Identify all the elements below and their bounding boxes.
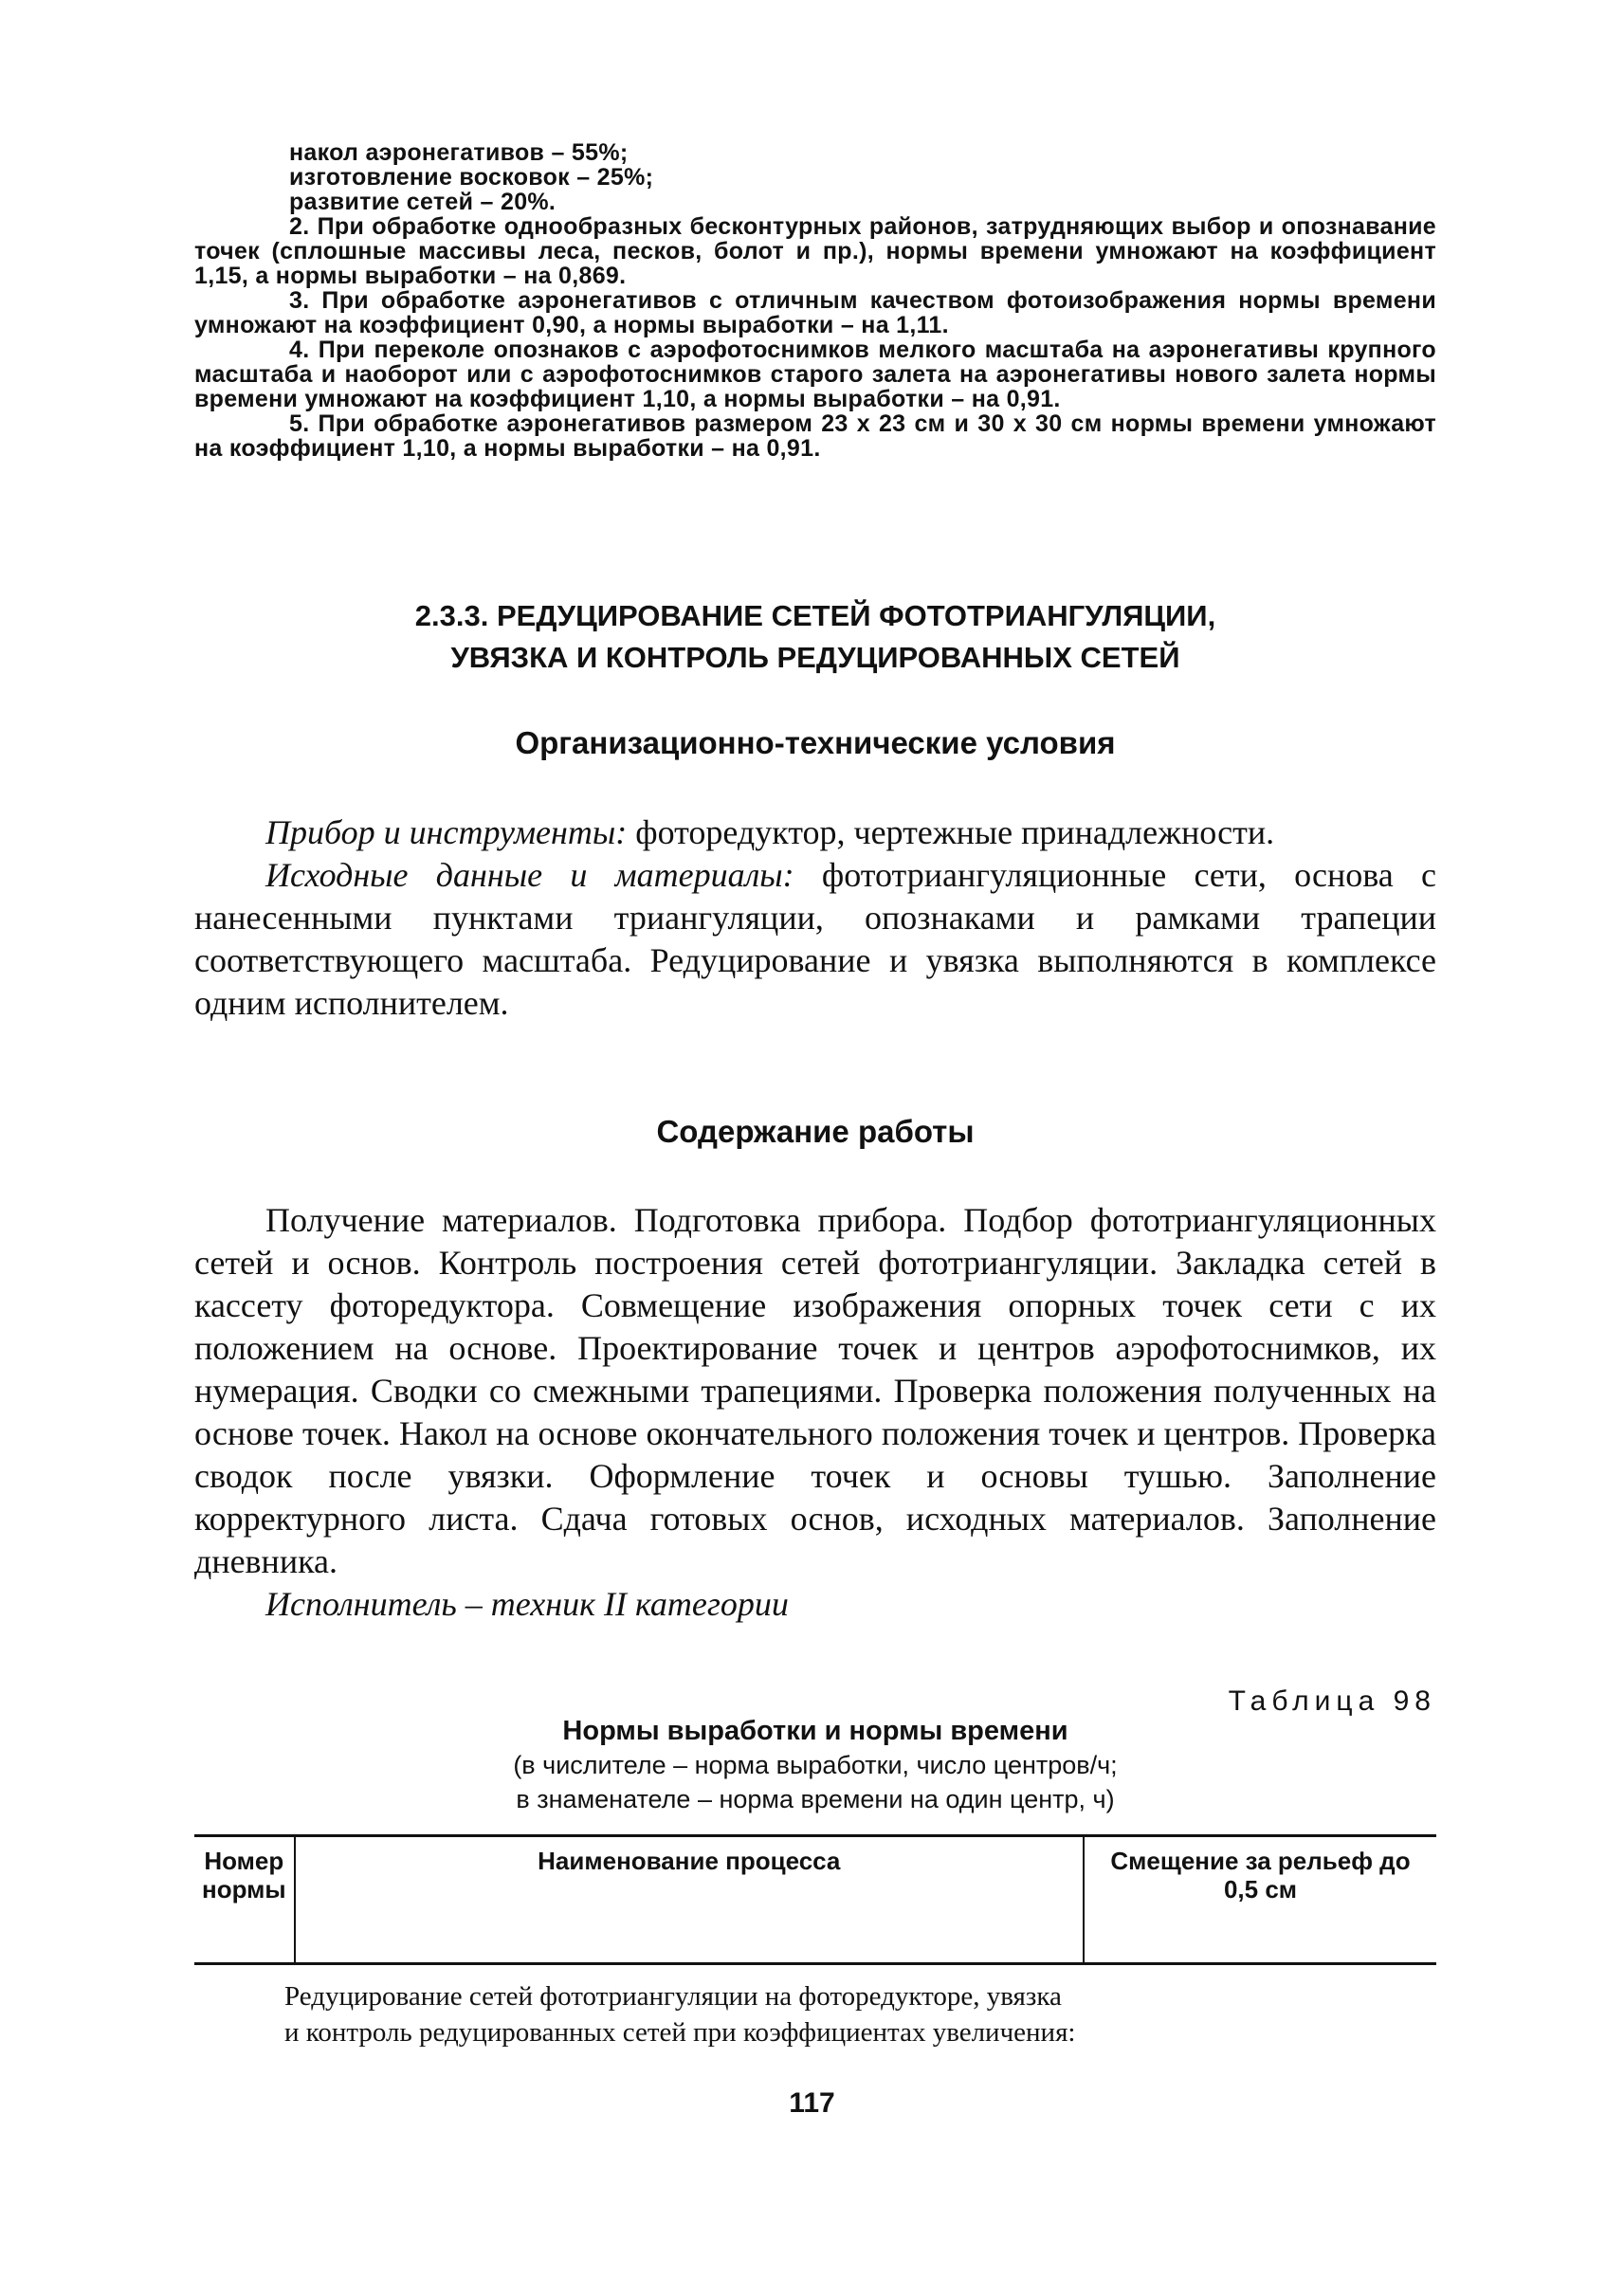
table-header-row (194, 1836, 1436, 1964)
note-line: изготовление восковок – 25%; (289, 164, 654, 191)
tools-label: Прибор и инструменты: (265, 813, 628, 851)
table-caption-line: (в числителе – норма выработки, число центров/ч; (513, 1751, 1118, 1779)
note-3: 3. При обработке аэронегативов с отличным качеством фотоизображения нормы времени умножают на коэффициент 0,90, а нормы выработки – на 1,11. (194, 287, 1436, 338)
section-title (194, 595, 1436, 679)
materials-paragraph (194, 854, 1436, 1025)
note-line: накол аэронегативов – 55%; (289, 139, 629, 166)
org-conditions-heading: Организационно-технические условия (515, 725, 1116, 760)
materials-label: Исходные данные и материалы: (265, 856, 794, 894)
table-caption-title: Нормы выработки и нормы времени (562, 1716, 1068, 1746)
section-title-line-2: УВЯЗКА И КОНТРОЛЬ РЕДУЦИРОВАННЫХ СЕТЕЙ (450, 641, 1180, 674)
norms-table (194, 1834, 1436, 1965)
org-conditions-body (194, 811, 1436, 1025)
col-header-norm-number: Номер нормы (194, 1836, 295, 1964)
col-header-relief-offset: Смещение за рельеф до 0,5 см (1084, 1836, 1436, 1964)
page-number: 117 (789, 2087, 835, 2119)
tools-text: фоторедуктор, чертежные принадлежности. (627, 813, 1275, 851)
col-header-process-name: Наименование процесса (295, 1836, 1084, 1964)
note-line: развитие сетей – 20%. (289, 189, 557, 215)
table-number: Таблица 98 (1228, 1685, 1436, 1717)
table-row-text: Редуцирование сетей фототриангуляции на фоторедукторе, увязка и контроль редуцированных сетей при коэффициентах увеличения: (284, 1981, 1076, 2048)
materials-text: фототриангуляционные сети, основа с нанесенными пунктами триангуляции, опознаками и рамками трапеции соответствующего масштаба. Редуцирование и увязка выполняются в комплексе одним исполнителем. (194, 856, 1436, 1022)
section-title-line-1: 2.3.3. РЕДУЦИРОВАНИЕ СЕТЕЙ ФОТОТРИАНГУЛЯЦИИ, (414, 599, 1216, 632)
work-content-body (194, 1199, 1436, 1626)
table-caption (194, 1714, 1436, 1816)
performer: Исполнитель – техник II категории (265, 1585, 789, 1623)
note-2: 2. При обработке однообразных бесконтурных районов, затрудняющих выбор и опознавание точек (сплошные массивы леса, песков, болот и пр.), нормы времени умножают на коэффициент 1,15, а нормы выработки – на 0,869. (194, 213, 1436, 289)
table-caption-line: в знаменателе – норма времени на один центр, ч) (516, 1785, 1115, 1813)
tools-paragraph (194, 811, 1436, 854)
note-5: 5. При обработке аэронегативов размером 23 х 23 см и 30 х 30 см нормы времени умножают на коэффициент 1,10, а нормы выработки – на 0,91. (194, 410, 1436, 462)
work-content-text: Получение материалов. Подготовка прибора. Подбор фототриангуляционных сетей и основ. Контроль построения сетей фототриангуляции. Закладка сетей в кассету фоторедуктора. Совмещение изображения опорных точек сети с их положением на основе. Проектирование точек и центров аэрофотоснимков, их нумерация. Сводки со смежными трапециями. Проверка положения полученных на основе точек. Накол на основе окончательного положения точек и центров. Проверка сводок после увязки. Оформление точек и основы тушью. Заполнение корректурного листа. Сдача готовых основ, исходных материалов. Заполнение дневника. (194, 1201, 1436, 1580)
note-4: 4. При переколе опознаков с аэрофотоснимков мелкого масштаба на аэронегативы крупного масштаба и наоборот или с аэрофотоснимков старого залета на аэронегативы нового залета нормы времени умножают на коэффициент 1,10, а нормы выработки – на 0,91. (194, 337, 1436, 412)
top-notes (194, 140, 1436, 461)
work-content-heading: Содержание работы (656, 1114, 975, 1149)
